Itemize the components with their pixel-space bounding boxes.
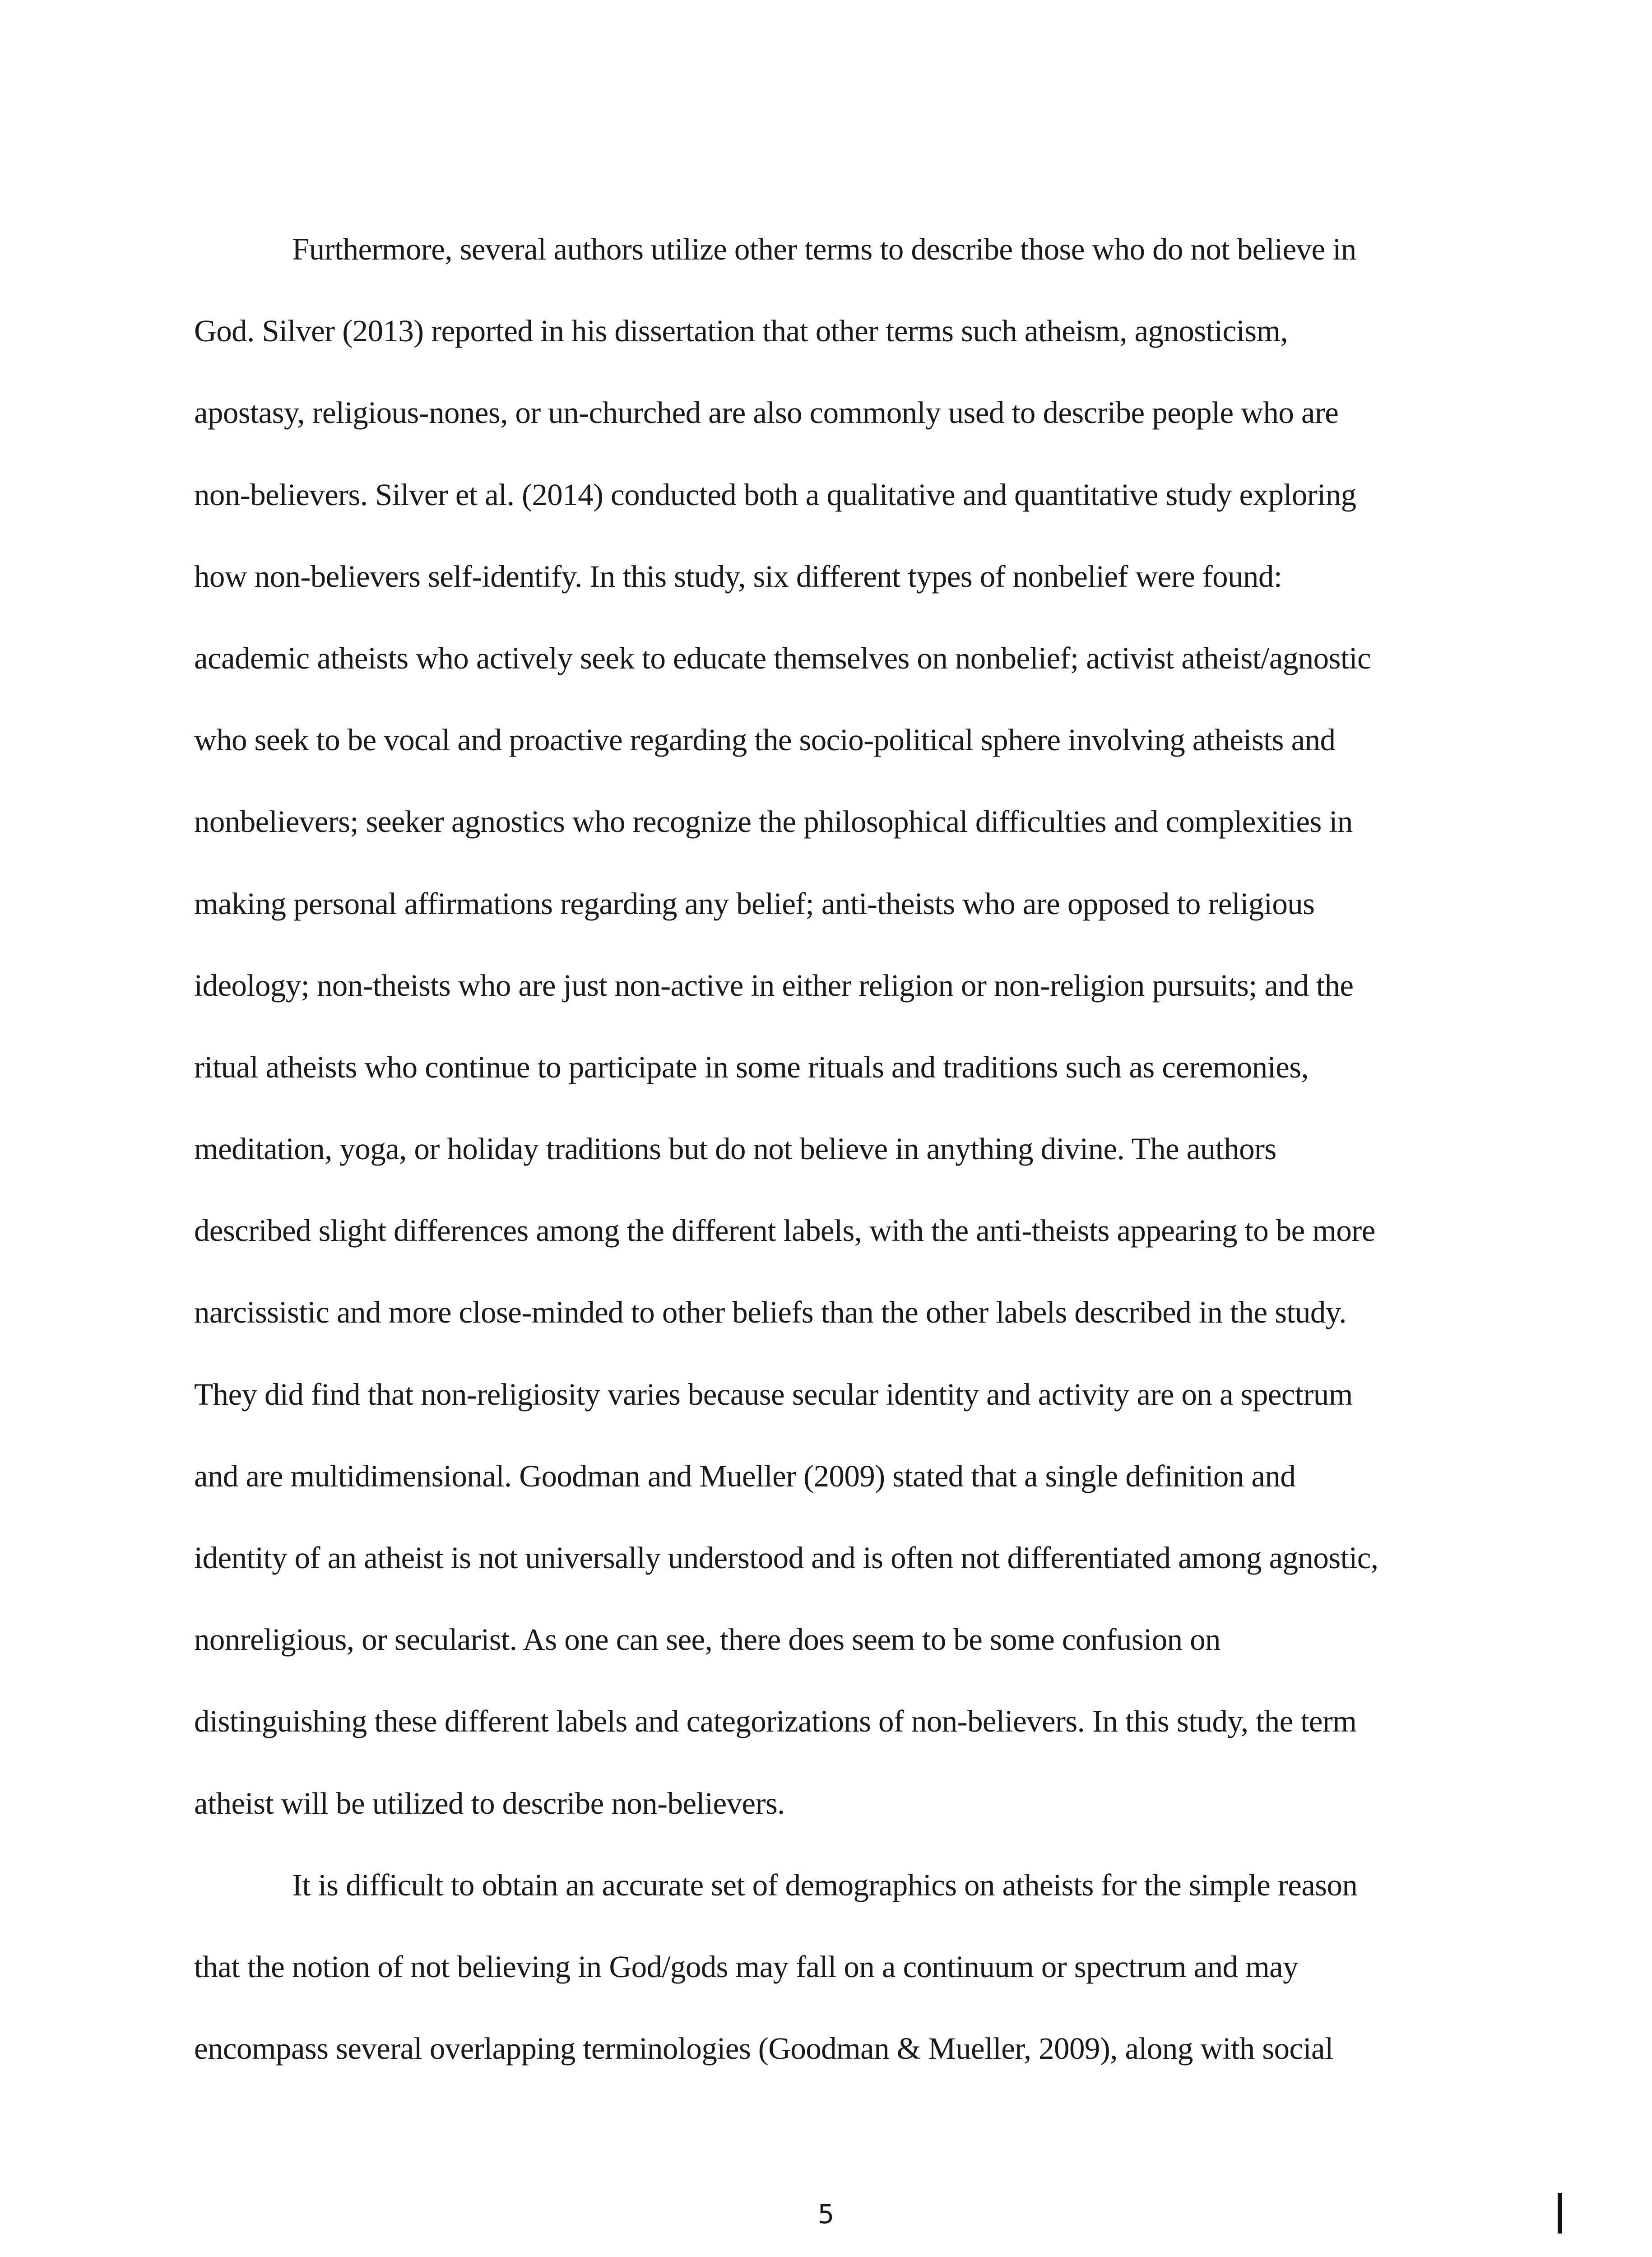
paragraph-1-line-4: non-believers. Silver et al. (2014) conducted both a qualitative and quantitative study exploring bbox=[194, 477, 1356, 512]
paragraph-1-line-16: and are multidimensional. Goodman and Mueller (2009) stated that a single definition and bbox=[194, 1458, 1296, 1493]
paragraph-1-line-6: academic atheists who actively seek to educate themselves on nonbelief; activist atheist/agnostic bbox=[194, 641, 1371, 675]
paragraph-1-line-2: God. Silver (2013) reported in his dissertation that other terms such atheism, agnosticism, bbox=[194, 314, 1288, 348]
paragraph-1-line-15: They did find that non-religiosity varies because secular identity and activity are on a spectrum bbox=[194, 1377, 1353, 1412]
paragraph-1-line-17: identity of an atheist is not universally understood and is often not differentiated among agnostic, bbox=[194, 1541, 1378, 1575]
text-cursor bbox=[1558, 2193, 1562, 2234]
paragraph-1-line-1: Furthermore, several authors utilize other terms to describe those who do not believe in bbox=[292, 232, 1356, 266]
paragraph-1-line-19: distinguishing these different labels and categorizations of non-believers. In this study, the term bbox=[194, 1704, 1357, 1739]
paragraph-1-line-7: who seek to be vocal and proactive regarding the socio-political sphere involving atheists and bbox=[194, 723, 1336, 757]
paragraph-2-line-3: encompass several overlapping terminologies (Goodman & Mueller, 2009), along with social bbox=[194, 2031, 1333, 2066]
paragraph-1-line-3: apostasy, religious-nones, or un-churched are also commonly used to describe people who are bbox=[194, 395, 1339, 430]
paragraph-1-line-13: described slight differences among the different labels, with the anti-theists appearing to be more bbox=[194, 1213, 1375, 1248]
paragraph-2-line-2: that the notion of not believing in God/gods may fall on a continuum or spectrum and may bbox=[194, 1949, 1299, 1984]
paragraph-1-line-18: nonreligious, or secularist. As one can see, there does seem to be some confusion on bbox=[194, 1622, 1220, 1657]
paragraph-1-line-10: ideology; non-theists who are just non-active in either religion or non-religion pursuits; and the bbox=[194, 968, 1354, 1003]
paragraph-1-line-20: atheist will be utilized to describe non-believers. bbox=[194, 1786, 785, 1820]
paragraph-1-line-9: making personal affirmations regarding any belief; anti-theists who are opposed to religious bbox=[194, 886, 1315, 921]
paragraph-1-line-12: meditation, yoga, or holiday traditions but do not believe in anything divine. The authors bbox=[194, 1132, 1276, 1166]
paragraph-2-line-1: It is difficult to obtain an accurate set of demographics on atheists for the simple reason bbox=[292, 1867, 1358, 1902]
paragraph-1-line-5: how non-believers self-identify. In this study, six different types of nonbelief were found: bbox=[194, 559, 1282, 594]
page-number: 5 bbox=[817, 2199, 835, 2229]
paragraph-1-line-11: ritual atheists who continue to participate in some rituals and traditions such as ceremonies, bbox=[194, 1050, 1309, 1084]
paragraph-1-line-8: nonbelievers; seeker agnostics who recognize the philosophical difficulties and complexities in bbox=[194, 804, 1353, 839]
body-text bbox=[194, 209, 1503, 2090]
paragraph-1-line-14: narcissistic and more close-minded to other beliefs than the other labels described in the study. bbox=[194, 1295, 1346, 1330]
